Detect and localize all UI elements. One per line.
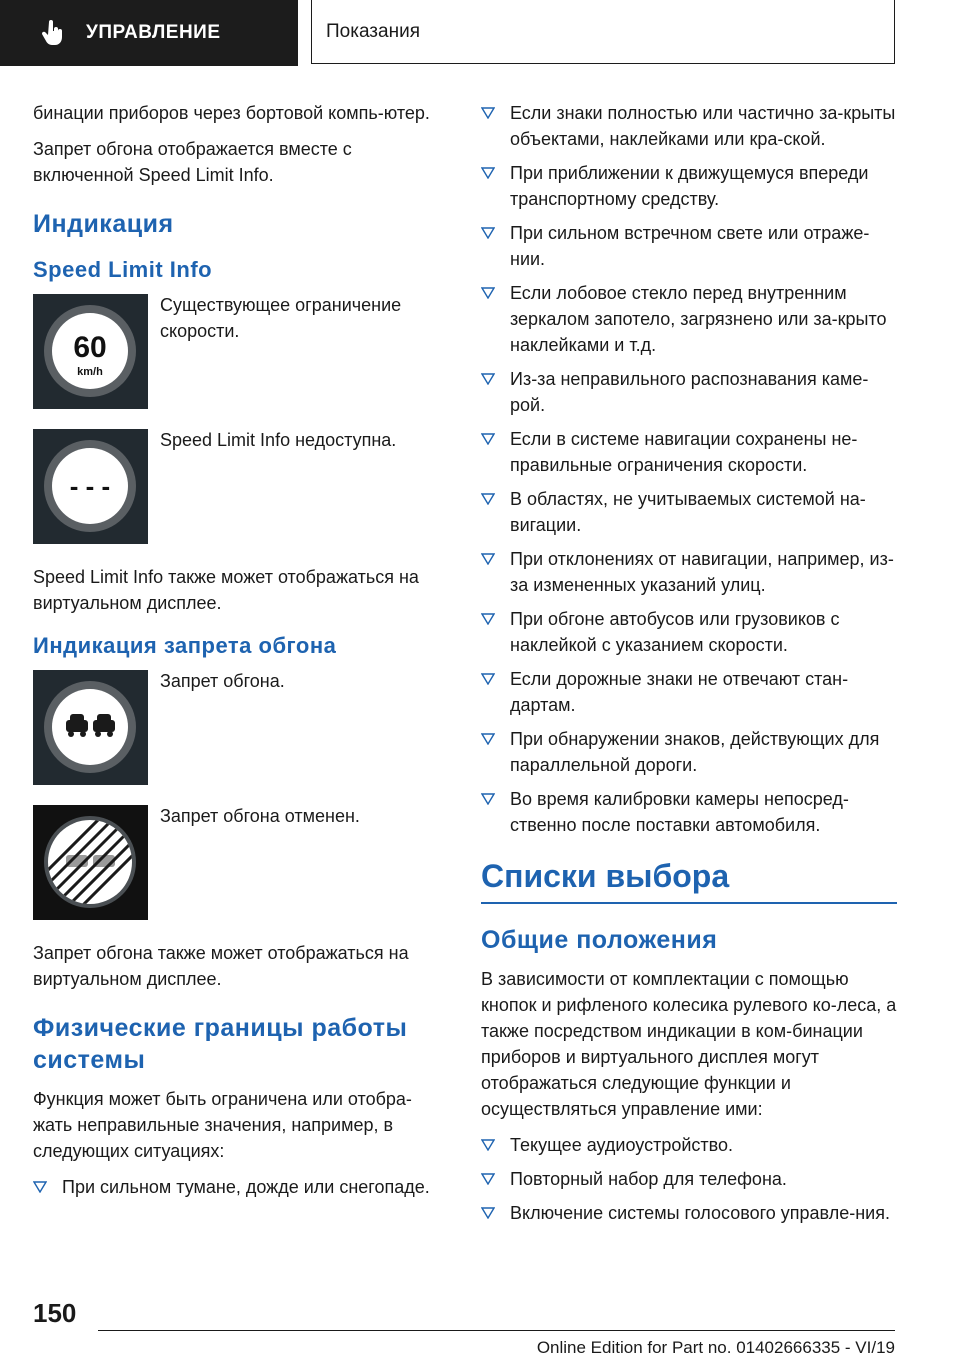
list-item-text: Если лобовое стекло перед внутренним зеркалом запотело, загрязнено или за-крыто наклейками и т.д. (510, 283, 887, 355)
page-number: 150 (33, 1298, 77, 1328)
list-item-text: Повторный набор для телефона. (510, 1169, 787, 1189)
list-item (481, 160, 897, 212)
end-no-overtaking-sign-image (33, 805, 148, 920)
section-title: УПРАВЛЕНИЕ (86, 22, 221, 43)
triangle-bullet-icon (481, 493, 495, 505)
speed-limit-unavailable-image (33, 429, 148, 544)
list-item-text: Во время калибровки камеры непосред-ственно после поставки автомобиля. (510, 789, 849, 835)
section-tab (0, 0, 298, 66)
list-item-text: Из-за неправильного распознавания каме-рой. (510, 369, 869, 415)
sign-speed-text: 60 (73, 331, 107, 364)
list-item-text: При сильном встречном свете или отраже-нии. (510, 223, 870, 269)
paragraph: Speed Limit Info также может отображаться на виртуальном дисплее. (33, 567, 419, 613)
chapter-title: Показания (326, 20, 420, 42)
list-item (481, 726, 897, 778)
footer-divider (98, 1330, 895, 1331)
sign-caption: Существующее ограничение скорости. (160, 295, 402, 341)
heading-general: Общие положения (481, 926, 718, 954)
triangle-bullet-icon (33, 1181, 47, 1193)
triangle-bullet-icon (481, 793, 495, 805)
sign-caption: Запрет обгона отменен. (160, 806, 360, 826)
sign-dashes-text: - - - (69, 471, 111, 501)
triangle-bullet-icon (481, 227, 495, 239)
sign-unit-text: km/h (77, 366, 103, 378)
no-overtaking-icon (33, 670, 148, 785)
triangle-bullet-icon (481, 287, 495, 299)
triangle-bullet-icon (481, 167, 495, 179)
sign-row (33, 429, 449, 544)
list-item (481, 220, 897, 272)
list-item-text: При сильном тумане, дожде или снегопаде. (62, 1177, 430, 1197)
list-item-text: Если в системе навигации сохранены не-правильные ограничения скорости. (510, 429, 858, 475)
sign-caption: Запрет обгона. (160, 671, 285, 691)
end-no-overtaking-icon (33, 805, 148, 920)
paragraph: В зависимости от комплектации с помощью кнопок и рифленого колесика рулевого ко-леса, а также посредством индикации в ком-бинации приборов и виртуального дисплея могут отображаться следующие функции и осуществляться управление ими: (481, 969, 897, 1119)
edition-note: Online Edition for Part no. 01402666335 - VI/19 (536, 1338, 895, 1357)
hand-pointer-icon (40, 20, 66, 46)
speed-limit-unavailable-icon (33, 429, 148, 544)
list-item (481, 786, 897, 838)
list-item (481, 426, 897, 478)
bullet-list (481, 100, 897, 838)
heading-system-limits: Физические границы работы системы (33, 1014, 408, 1074)
speed-limit-sign-image (33, 294, 148, 409)
list-item-text: При приближении к движущемуся впереди транспортному средству. (510, 163, 869, 209)
left-column (33, 100, 449, 1208)
sign-row (33, 670, 449, 785)
sign-caption: Speed Limit Info недоступна. (160, 430, 397, 450)
triangle-bullet-icon (481, 1173, 495, 1185)
heading-indication: Индикация (33, 210, 174, 238)
triangle-bullet-icon (481, 553, 495, 565)
sign-row (33, 294, 449, 409)
heading-no-overtaking: Индикация запрета обгона (33, 633, 337, 658)
list-item-text: Включение системы голосового управле-ния. (510, 1203, 890, 1223)
list-item (481, 1132, 897, 1158)
list-item (481, 366, 897, 418)
paragraph: Запрет обгона отображается вместе с включенной Speed Limit Info. (33, 139, 352, 185)
triangle-bullet-icon (481, 733, 495, 745)
list-item (481, 606, 897, 658)
speed-limit-60-icon (33, 294, 148, 409)
heading-speed-limit-info: Speed Limit Info (33, 257, 213, 282)
list-item (481, 280, 897, 358)
paragraph: бинации приборов через бортовой компь-ютер. (33, 103, 430, 123)
right-column (481, 100, 897, 1234)
list-item (481, 666, 897, 718)
list-item (481, 486, 897, 538)
list-item (33, 1174, 449, 1200)
bullet-list (481, 1132, 897, 1226)
no-overtaking-sign-image (33, 670, 148, 785)
triangle-bullet-icon (481, 433, 495, 445)
paragraph: Запрет обгона также может отображаться на виртуальном дисплее. (33, 943, 409, 989)
list-item-text: Если дорожные знаки не отвечают стан-дартам. (510, 669, 849, 715)
list-item (481, 546, 897, 598)
triangle-bullet-icon (481, 1139, 495, 1151)
paragraph: Функция может быть ограничена или отобра-жать неправильные значения, например, в следующих ситуациях: (33, 1089, 412, 1161)
list-item-text: Текущее аудиоустройство. (510, 1135, 734, 1155)
triangle-bullet-icon (481, 673, 495, 685)
triangle-bullet-icon (481, 373, 495, 385)
list-item (481, 1200, 897, 1226)
list-item (481, 1166, 897, 1192)
list-item-text: При отклонениях от навигации, например, из-за измененных указаний улиц. (510, 549, 894, 595)
list-item (481, 100, 897, 152)
triangle-bullet-icon (481, 1207, 495, 1219)
heading-selection-lists: Списки выбора (481, 856, 897, 904)
list-item-text: Если знаки полностью или частично за-крыты объектами, наклейками или кра-ской. (510, 103, 896, 149)
chapter-tab (311, 0, 895, 64)
list-item-text: При обнаружении знаков, действующих для параллельной дороги. (510, 729, 880, 775)
list-item-text: В областях, не учитываемых системой на-вигации. (510, 489, 866, 535)
triangle-bullet-icon (481, 107, 495, 119)
bullet-list (33, 1174, 449, 1200)
triangle-bullet-icon (481, 613, 495, 625)
sign-row (33, 805, 449, 920)
list-item-text: При обгоне автобусов или грузовиков с наклейкой с указанием скорости. (510, 609, 840, 655)
